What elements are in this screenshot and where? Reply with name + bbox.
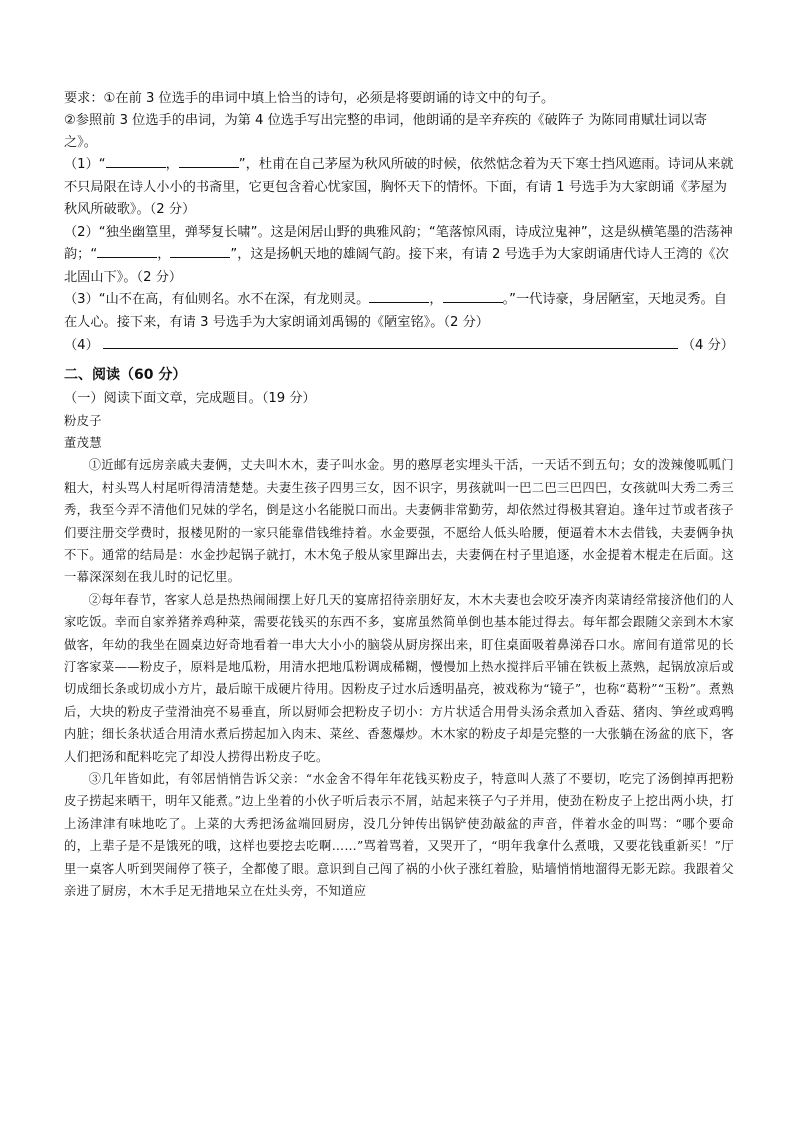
item-2-sep: ， (157, 247, 171, 262)
answer-blank[interactable] (443, 289, 503, 303)
question-item-1 (64, 154, 734, 222)
item-4-score: （4 分） (681, 338, 734, 353)
section-title: 二、阅读（60 分） (64, 366, 187, 383)
item-1-prefix: （1）“ (64, 157, 106, 172)
article-paragraph-2: ②每年春节，客家人总是热热闹闹摆上好几天的宴席招待亲朋好友，木木夫妻也会咬牙凑齐肉菜请经常接济他们的人家吃饭。幸而自家养猪养鸡种菜，需要花钱买的东西不多，宴席虽然简单倒也基本能过得去。每年都会跟随父亲到木木家做客，年幼的我坐在圆桌边好奇地看着一串大大小小的脑袋从厨房探出来，盯住桌面吸着鼻涕吞口水。席间有道常见的长汀客家菜——粉皮子，原料是地瓜粉，用清水把地瓜粉调成稀糊，慢慢加上热水搅拌后平铺在铁板上蒸熟，起锅放凉后或切成细长条或切成小方片，最后晾干成硬片待用。因粉皮子过水后透明晶亮，被戏称为“镜子”，也称“葛粉”“玉粉”。煮熟后，大块的粉皮子莹滑油亮不易垂直，所以厨师会把粉皮子切小：方片状适合用骨头汤余煮加入香菇、猪肉、笋丝或鸡鸭内脏；细长条状适合用清水煮后捞起加入肉末、菜丝、香葱爆炒。木木家的粉皮子却是完整的一大张躺在汤盆的底下，客人们把汤和配料吃完了却没人捞得出粉皮子吃。 (64, 592, 734, 764)
answer-blank[interactable] (106, 154, 166, 168)
item-1-text: ”，杜甫在自己茅屋为秋风所破的时候，依然惦念着为天下寒士挡风遮雨。诗词从来就不只局限在诗人小小的书斋里，它更包含着心忧家国，胸怀天下的情怀。下面，有请 1 号选手为大家朗诵《茅屋为秋风所破歌》。（2 分） (64, 157, 734, 217)
question-item-3 (64, 289, 734, 334)
section-subtitle: （一）阅读下面文章，完成题目。（19 分） (64, 390, 316, 406)
item-3-text: 。”一代诗豪，身居陋室，天地灵秀。自在人心。接下来，有请 3 号选手为大家朗诵刘禹锡的《陋室铭》。（2 分） (64, 292, 727, 330)
item-3-prefix: （3）“山不在高，有仙则名。水不在深，有龙则灵。 (64, 292, 370, 307)
item-4-label: （4） (64, 338, 99, 353)
answer-line[interactable] (103, 334, 678, 349)
article-paragraph-3: ③几年皆如此，有邻居悄悄告诉父亲：“水金舍不得年年花钱买粉皮子，特意叫人蒸了不要切，吃完了汤倒掉再把粉皮子捞起来晒干，明年又能煮。”边上坐着的小伙子听后表示不屑，站起来筷子勺子并用，使劲在粉皮子上挖出两小块，打上汤津津有味地吃了。上菜的大秀把汤盆端回厨房，没几分钟传出锅铲使劲敲盆的声音，伴着水金的叫骂：“哪个要命的，上辈子是不是饿死的哦，这样也要挖去吃啊……”骂着骂着，又哭开了，“明年我拿什么煮哦，又要花钱重新买！”厅里一桌客人听到哭闹停了筷子，全都傻了眼。意识到自己闯了祸的小伙子涨红着脸，贴墙悄悄地溜得无影无踪。我跟着父亲进了厨房，木木手足无措地呆立在灶头旁，不知道应 (64, 772, 734, 899)
answer-blank[interactable] (170, 244, 230, 258)
article-paragraph-1: ①近邮有远房亲戚夫妻俩，丈夫叫木木，妻子叫水金。男的憨厚老实埋头干活，一天话不到五句；女的泼辣傻呱呱门粗大，村头骂人村尾听得清清楚楚。夫妻生孩子四男三女，因不识字，男孩就叫一巴二巴三巴四巴，女孩就叫大秀二秀三秀，我至今弄不清他们兄妹的学名，倒是这小名能脱口而出。夫妻俩非常勤劳，却依然过得极其窘迫。逢年过节或者孩子们要注册交学费时，报楼见附的一家只能靠借钱维持着。水金要强，不愿给人低头哈腰，便逼着木木去借钱，夫妻俩争执不下。通常的结局是：水金抄起锅子就打，木木兔子般从家里蹿出去，夫妻俩在村子里追逐，水金提着木棍走在后面。这一幕深深刻在我儿时的记忆里。 (64, 458, 734, 585)
answer-blank[interactable] (179, 154, 239, 168)
requirement-line-2: ②参照前 3 位选手的串词，为第 4 位选手写出完整的串词，他朗诵的是辛弃疾的《破阵子 为陈同甫赋壮词以寄之》。 (64, 113, 707, 150)
question-item-2 (64, 222, 734, 290)
article-title: 粉皮子 (64, 413, 102, 428)
requirement-line-1: 要求：①在前 3 位选手的串词中填上恰当的诗句，必须是将要朗诵的诗文中的句子。 (64, 91, 555, 106)
article-author: 董茂慧 (64, 435, 102, 450)
answer-blank[interactable] (97, 244, 157, 258)
article (64, 410, 734, 903)
item-1-sep: ， (165, 157, 179, 172)
item-2-text: ”，这是扬帆天地的雄阔气韵。接下来，有请 2 号选手为大家朗诵唐代诗人王湾的《次北固山下》。（2 分） (64, 247, 729, 285)
question-item-4 (64, 334, 734, 358)
item-2-prefix: （2）“独坐幽篁里，弹琴复长啸”。这是闲居山野的典雅风韵；“笔落惊风雨，诗成泣鬼神”，这是纵横笔墨的浩荡神韵；“ (64, 224, 733, 262)
item-3-sep: ， (429, 292, 443, 307)
answer-blank[interactable] (369, 289, 429, 303)
